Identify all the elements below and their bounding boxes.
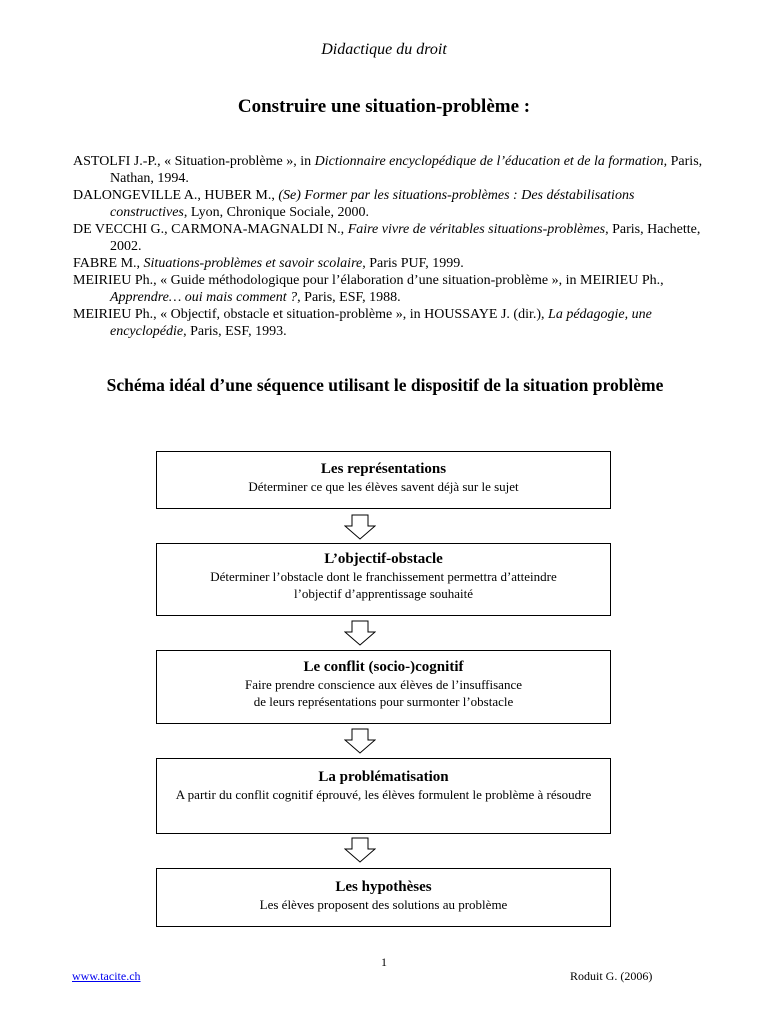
step-box-conflit-cognitif (156, 650, 611, 724)
step-description: Déterminer l’obstacle dont le franchissement permettra d’atteindre l’objectif d’apprentissage souhaité (210, 569, 557, 601)
step-title: Les hypothèses (335, 879, 432, 895)
step-title: Les représentations (320, 461, 447, 477)
bibliography-entry: FABRE M., Situations-problèmes et savoir scolaire, Paris PUF, 1999. (73, 256, 464, 271)
bibliography-entry: ASTOLFI J.-P., « Situation-problème », in Dictionnaire encyclopédique de l’éducation et de la formation, Paris, Nathan, 1994. (73, 154, 703, 186)
down-arrow-icon (344, 728, 376, 754)
step-title: La problématisation (318, 769, 449, 785)
bibliography-entry: DALONGEVILLE A., HUBER M., (Se) Former par les situations-problèmes : Des déstabilisations constructives, Lyon, Chronique Sociale, 2000. (73, 188, 635, 220)
bibliography (73, 153, 703, 340)
step-box-objectif-obstacle (156, 543, 611, 616)
step-title: Le conflit (socio-)cognitif (303, 659, 464, 675)
down-arrow-icon (344, 514, 376, 540)
step-description: A partir du conflit cognitif éprouvé, les élèves formulent le problème à résoudre (175, 787, 592, 802)
footer-website-link[interactable]: www.tacite.ch (72, 969, 141, 983)
step-box-representations (156, 451, 611, 509)
page-number: 1 (381, 955, 387, 969)
bibliography-entry: DE VECCHI G., CARMONA-MAGNALDI N., Faire vivre de véritables situations-problèmes, Paris, Hachette, 2002. (73, 222, 701, 254)
step-description: Les élèves proposent des solutions au problème (259, 897, 508, 912)
schema-title: Schéma idéal d’une séquence utilisant le dispositif de la situation problème (106, 375, 664, 395)
bibliography-entry: MEIRIEU Ph., « Guide méthodologique pour l’élaboration d’une situation-problème », in MEIRIEU Ph., Apprendre… oui mais comment ?, Paris, ESF, 1988. (73, 273, 664, 305)
header-title: Didactique du droit (321, 41, 447, 58)
step-description: Faire prendre conscience aux élèves de l’insuffisance de leurs représentations pour surmonter l’obstacle (245, 677, 522, 709)
step-title: L’objectif-obstacle (324, 551, 443, 567)
page-title: Construire une situation-problème : (237, 96, 531, 117)
down-arrow-icon (344, 837, 376, 863)
step-box-hypotheses (156, 868, 611, 927)
footer-author: Roduit G. (2006) (570, 969, 653, 983)
down-arrow-icon (344, 620, 376, 646)
bibliography-entry: MEIRIEU Ph., « Objectif, obstacle et situation-problème », in HOUSSAYE J. (dir.), La pédagogie, une encyclopédie, Paris, ESF, 1993. (73, 307, 652, 339)
step-box-problematisation (156, 758, 611, 834)
step-description: Déterminer ce que les élèves savent déjà sur le sujet (248, 479, 519, 494)
